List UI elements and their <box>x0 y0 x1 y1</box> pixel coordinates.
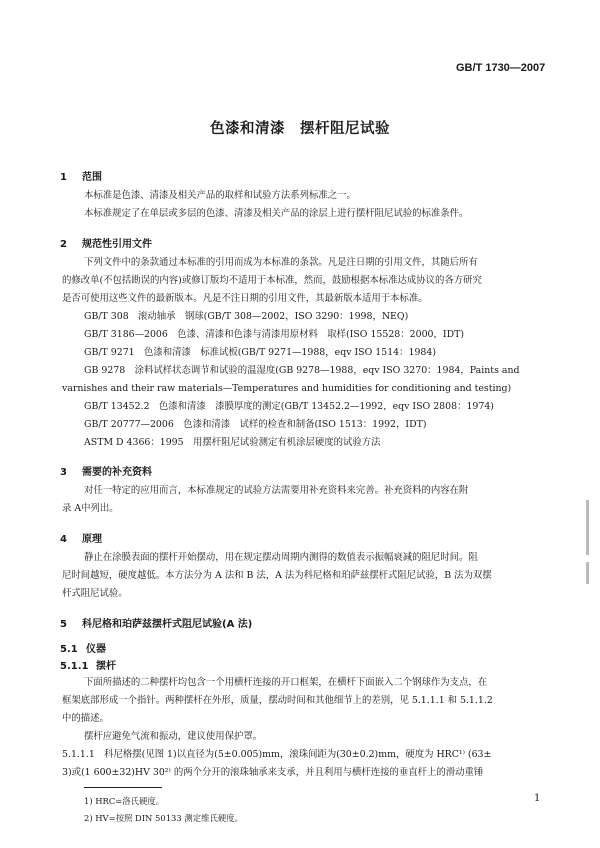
subsection-heading <box>60 657 116 672</box>
paragraph-line: 的修改单(不包括勘误的内容)或修订版均不适用于本标准，然而，鼓励根据本标准达成协议的各方研究 <box>62 275 482 286</box>
reference-item: GB 9278 涂料试样状态调节和试验的温湿度(GB 9278—1988，eqv ISO 3270：1984，Paints and <box>84 365 520 376</box>
paragraph-line: 中的描述。 <box>62 713 109 724</box>
reference-item: GB/T 9271 色漆和清漆 标准试板(GB/T 9271—1988，eqv ISO 1514：1984) <box>84 347 437 358</box>
paragraph: 摆杆应避免气流和振动，建议使用保护罩。 <box>84 731 263 742</box>
section-2-heading <box>60 235 152 250</box>
paragraph-line: 是否可使用这些文件的最新版本。凡是不注日期的引用文件，其最新版本适用于本标准。 <box>62 293 428 304</box>
paragraph-line: 下面所描述的二种摆杆均包含一个用横杆连接的开口框架，在横杆下面嵌入二个钢球作为支点，在 <box>84 677 488 688</box>
section-title: 仪器 <box>86 644 106 655</box>
reference-item: GB/T 13452.2 色漆和清漆 漆膜厚度的测定(GB/T 13452.2—1992，eqv ISO 2808：1974) <box>84 401 494 412</box>
paragraph-line: 杆式阻尼试验。 <box>62 588 128 599</box>
footnote-rule <box>84 787 162 788</box>
section-number: 2 <box>60 239 67 250</box>
page-number: 1 <box>534 793 541 804</box>
paragraph-line: 3)或(1 600±32)HV 30²⁾ 的两个分开的滚珠轴承来支承，并且利用与横杆连接的垂直杆上的滑动重锤 <box>62 764 483 781</box>
section-title: 原理 <box>82 534 102 545</box>
paragraph: 本标准规定了在单层或多层的色漆、清漆及相关产品的涂层上进行摆杆阻尼试验的标准条件。 <box>84 208 469 219</box>
subsection-heading <box>60 640 106 655</box>
paragraph-line: 5.1.1.1 科尼格摆(见图 1)以直径为(5±0.005)mm，滚珠间距为(30±0.2)mm，硬度为 HRC¹⁾ (63± <box>62 746 491 763</box>
section-number: 4 <box>60 534 67 545</box>
section-number: 3 <box>60 467 67 478</box>
paragraph-line: 静止在涂膜表面的摆杆开始摆动，用在规定摆动周期内测得的数值表示振幅衰减的阻尼时间。阻 <box>84 552 478 563</box>
paragraph-line: 尼时间越短，硬度越低。本方法分为 A 法和 B 法，A 法为科尼格和珀萨兹摆杆式阻尼试验，B 法为双摆 <box>62 570 492 581</box>
section-title: 范围 <box>82 172 102 183</box>
section-title: 规范性引用文件 <box>82 239 152 250</box>
reference-item: ASTM D 4366：1995 用摆杆阻尼试验测定有机涂层硬度的试验方法 <box>84 437 381 448</box>
section-number: 5.1.1 <box>60 661 89 672</box>
section-4-heading <box>60 530 102 545</box>
section-title: 摆杆 <box>96 661 116 672</box>
document-title: 色漆和清漆 摆杆阻尼试验 <box>210 120 390 137</box>
section-number: 5.1 <box>60 644 78 655</box>
standard-code: GB/T 1730—2007 <box>456 62 546 74</box>
section-title: 科尼格和珀萨兹摆杆式阻尼试验(A 法) <box>82 619 253 630</box>
reference-item: GB/T 20777—2006 色漆和清漆 试样的检查和制备(ISO 1513：1992，IDT) <box>84 419 427 430</box>
reference-item: GB/T 308 滚动轴承 钢球(GB/T 308—2002，ISO 3290：1998，NEQ) <box>84 311 409 322</box>
footnote: 2) HV=按照 DIN 50133 测定维氏硬度。 <box>84 813 243 823</box>
scan-edge-mark <box>586 562 589 584</box>
section-5-heading <box>60 615 252 630</box>
section-3-heading <box>60 463 152 478</box>
paragraph-line: 下列文件中的条款通过本标准的引用而成为本标准的条款。凡是注日期的引用文件，其随后所有 <box>84 257 478 268</box>
footnote: 1) HRC=洛氏硬度。 <box>84 796 165 806</box>
section-1-heading <box>60 168 102 183</box>
scan-edge-mark <box>586 500 589 555</box>
section-title: 需要的补充资料 <box>82 467 152 478</box>
paragraph: 本标准是色漆、清漆及相关产品的取样和试验方法系列标准之一。 <box>84 190 356 201</box>
section-number: 1 <box>60 172 67 183</box>
section-number: 5 <box>60 619 67 630</box>
paragraph-line: 框架底部形成一个指针。两种摆杆在外形，质量，摆动时间和其他细节上的差别，见 5.1.1.1 和 5.1.1.2 <box>62 695 493 706</box>
reference-item: varnishes and their raw materials—Temperatures and humidities for conditioning and testing) <box>62 383 512 394</box>
paragraph-line: 对任一特定的应用而言，本标准规定的试验方法需要用补充资料来完善。补充资料的内容在附 <box>84 485 469 496</box>
reference-item: GB/T 3186—2006 色漆、清漆和色漆与清漆用原材料 取样(ISO 15528：2000，IDT) <box>84 329 465 340</box>
paragraph-line: 录 A中列出。 <box>62 503 119 514</box>
